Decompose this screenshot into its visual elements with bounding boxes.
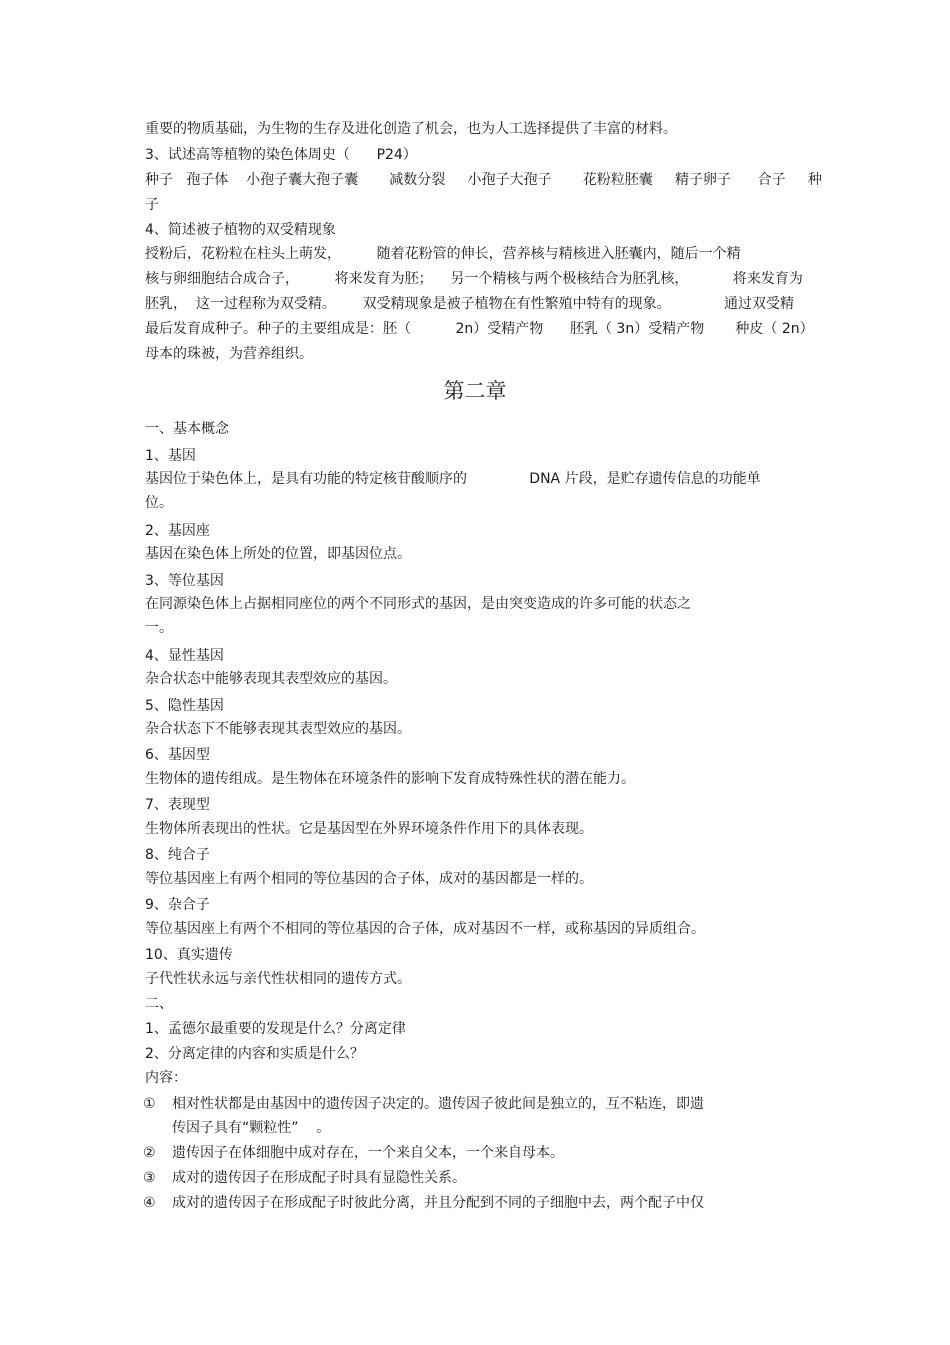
list-marker: ④ <box>143 1195 156 1211</box>
term-heading: 7、表现型 <box>145 797 210 813</box>
list-item-text: 成对的遗传因子在形成配子时具有显隐性关系。 <box>172 1170 466 1186</box>
term-heading: 9、杂合子 <box>145 897 210 913</box>
q4-line: 母本的珠被，为营养组织。 <box>145 346 313 362</box>
section-heading: 一、基本概念 <box>145 421 229 437</box>
term-definition: 基因在染色体上所处的位置，即基因位点。 <box>145 546 411 562</box>
term-definition: 子代性状永远与亲代性状相同的遗传方式。 <box>145 971 411 987</box>
term-definition: 位。 <box>145 495 173 511</box>
q4-line: 最后发育成种子。种子的主要组成是：胚（ 2n）受精产物 胚乳（ 3n）受精产物 种皮（ 2n） <box>145 321 814 337</box>
term-definition: 杂合状态中能够表现其表型效应的基因。 <box>145 671 397 687</box>
section-heading: 二、 <box>145 996 173 1012</box>
question: 1、孟德尔最重要的发现是什么？分离定律 <box>145 1021 406 1037</box>
list-marker: ② <box>143 1145 156 1161</box>
content-label: 内容： <box>145 1070 187 1086</box>
term-heading: 10、真实遗传 <box>145 947 233 963</box>
term-definition: 基因位于染色体上，是具有功能的特定核苷酸顺序的 DNA 片段，是贮存遗传信息的功能单 <box>145 471 761 487</box>
intro-line: 重要的物质基础，为生物的生存及进化创造了机会，也为人工选择提供了丰富的材料。 <box>145 121 677 137</box>
chapter-title: 第二章 <box>443 379 507 403</box>
term-definition: 一。 <box>145 620 173 636</box>
q4-heading: 4、简述被子植物的双受精现象 <box>145 222 336 238</box>
term-definition: 生物体的遗传组成。是生物体在环境条件的影响下发育成特殊性状的潜在能力。 <box>145 771 635 787</box>
term-heading: 2、基因座 <box>145 523 210 539</box>
term-heading: 1、基因 <box>145 448 196 464</box>
list-item-text: 遗传因子在体细胞中成对存在，一个来自父本，一个来自母本。 <box>172 1145 564 1161</box>
list-item-text: 传因子具有“颗粒性” 。 <box>172 1120 331 1136</box>
question: 2、分离定律的内容和实质是什么？ <box>145 1046 364 1062</box>
q3-heading: 3、试述高等植物的染色体周史（ P24） <box>145 147 417 163</box>
list-marker: ③ <box>143 1170 156 1186</box>
list-marker: ① <box>143 1096 156 1112</box>
term-definition: 等位基因座上有两个不相同的等位基因的合子体，成对基因不一样，或称基因的异质组合。 <box>145 921 705 937</box>
q4-line: 核与卵细胞结合成合子， 将来发育为胚； 另一个精核与两个极核结合为胚乳核， 将来发育为 <box>145 271 803 287</box>
q4-line: 授粉后，花粉粒在柱头上萌发， 随着花粉管的伸长，营养核与精核进入胚囊内，随后一个精 <box>145 246 741 262</box>
term-definition: 等位基因座上有两个相同的等位基因的合子体，成对的基因都是一样的。 <box>145 871 593 887</box>
term-heading: 5、隐性基因 <box>145 698 224 714</box>
q3-line: 种子 孢子体 小孢子囊大孢子囊 减数分裂 小孢子大孢子 花粉粒胚囊 精子卵子 合子 种 <box>145 172 822 188</box>
term-definition: 生物体所表现出的性状。它是基因型在外界环境条件作用下的具体表现。 <box>145 821 593 837</box>
q4-line: 胚乳， 这一过程称为双受精。 双受精现象是被子植物在有性繁殖中特有的现象。 通过双受精 <box>145 296 795 312</box>
term-heading: 6、基因型 <box>145 747 210 763</box>
term-heading: 4、显性基因 <box>145 648 224 664</box>
term-definition: 在同源染色体上占据相同座位的两个不同形式的基因，是由突变造成的许多可能的状态之 <box>145 596 691 612</box>
list-item-text: 成对的遗传因子在形成配子时彼此分离，并且分配到不同的子细胞中去，两个配子中仅 <box>172 1195 704 1211</box>
term-definition: 杂合状态下不能够表现其表型效应的基因。 <box>145 721 411 737</box>
list-item-text: 相对性状都是由基因中的遗传因子决定的。遗传因子彼此间是独立的，互不粘连，即遗 <box>172 1096 704 1112</box>
term-heading: 3、等位基因 <box>145 573 224 589</box>
term-heading: 8、纯合子 <box>145 847 210 863</box>
q3-line: 子 <box>145 197 159 213</box>
